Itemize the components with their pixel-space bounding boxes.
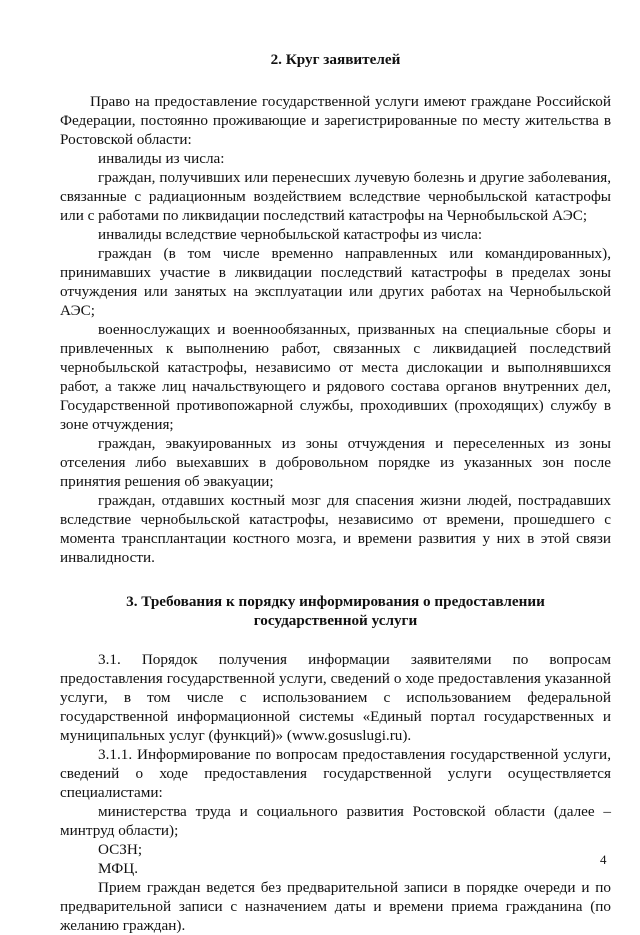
section-3-heading-line-2: государственной услуги [253,612,418,629]
paragraph: граждан (в том числе временно направленных или командированных), принимавших участие в ликвидации последствий катастрофы в пределах зоны отчуждения или занятых на эксплуатации или других работах на Чернобыльской АЭС; [60,245,611,319]
paragraph: граждан, получивших или перенесших лучевую болезнь и другие заболевания, связанные с радиационным воздействием вследствие чернобыльской катастрофы или с работами по ликвидации последствий катастрофы на Чернобыльской АЭС; [60,169,611,224]
section-3-heading-line-1: 3. Требования к порядку информирования о предоставлении [126,593,545,610]
paragraph: военнослужащих и военнообязанных, призванных на специальные сборы и привлеченных к выполнению работ, связанных с ликвидацией последствий чернобыльской катастрофы, независимо от места дислокации и выполнявшихся работ, а также лиц начальствующего и рядового состава органов внутренних дел, Государственной противопожарной службы, проходивших (проходящих) службу в зоне отчуждения; [60,321,611,433]
document-page [60,50,611,935]
paragraph: министерства труда и социального развития Ростовской области (далее – минтруд области); [60,803,611,839]
paragraph: граждан, эвакуированных из зоны отчуждения и переселенных из зоны отселения либо выехавших в добровольном порядке из указанных зон после принятия решения об эвакуации; [60,435,611,490]
paragraph: 3.1.1. Информирование по вопросам предоставления государственной услуги, сведений о ходе предоставления государственной услуги осуществляется специалистами: [60,746,611,801]
paragraph: инвалиды из числа: [98,150,225,167]
page-number: 4 [600,852,607,867]
paragraph: МФЦ. [98,860,139,877]
section-2-heading: 2. Круг заявителей [270,51,401,68]
paragraph: инвалиды вследствие чернобыльской катастрофы из числа: [98,226,483,243]
section-3-heading [60,592,611,630]
paragraph: ОСЗН; [98,841,143,858]
paragraph: Право на предоставление государственной услуги имеют граждане Российской Федерации, постоянно проживающие и зарегистрированные по месту жительства в Ростовской области: [60,93,611,148]
paragraph: Прием граждан ведется без предварительной записи в порядке очереди и по предварительной записи с назначением даты и времени приема гражданина (по желанию граждан). [60,879,611,934]
paragraph: 3.1. Порядок получения информации заявителями по вопросам предоставления государственной услуги, сведений о ходе предоставления указанной услуги, в том числе с использованием с использованием федеральной государственной информационной системы «Единый портал государственных и муниципальных услуг (функций)» (www.gosuslugi.ru). [60,651,611,744]
paragraph: граждан, отдавших костный мозг для спасения жизни людей, пострадавших вследствие чернобыльской катастрофы, независимо от времени, прошедшего с момента трансплантации костного мозга, и времени развития у них в этой связи инвалидности. [60,492,611,566]
